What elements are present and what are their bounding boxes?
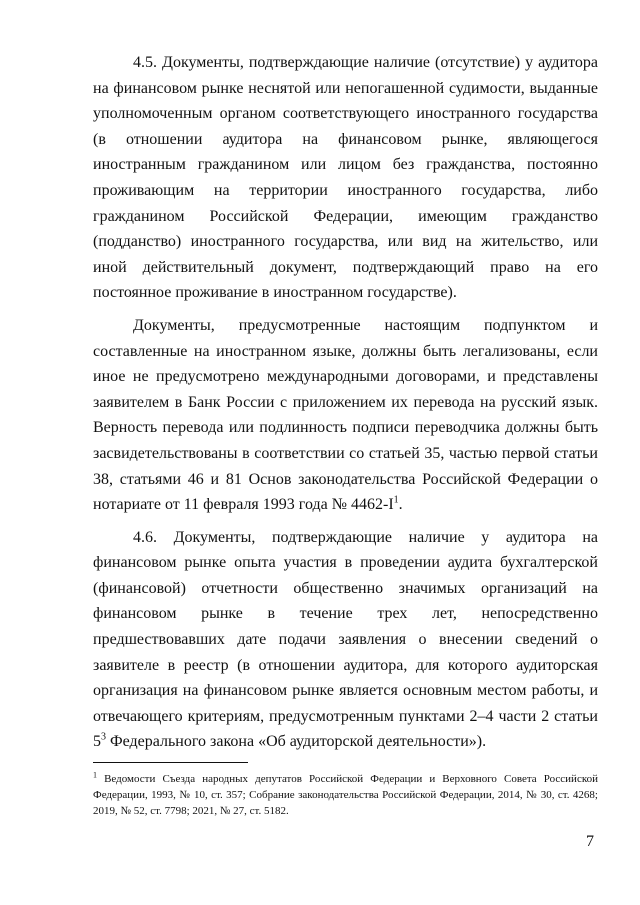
paragraph-legalization xyxy=(93,313,598,518)
article-superscript: 3 xyxy=(101,732,106,744)
paragraph-legalization-text: Документы, предусмотренные настоящим подпунктом и составленные на иностранном языке, должны быть легализованы, если иное не предусмотрено международными договорами, и представлены заявителем в Банк России с приложением их перевода на русский язык. Верность перевода или подлинность подписи переводчика должны быть засвидетельствованы в соответствии со статьей 35, частью первой статьи 38, статьями 46 и 81 Основ законодательства Российской Федерации о нотариате от 11 февраля 1993 года № 4462-I xyxy=(93,316,598,514)
paragraph-4-6-tail: Федерального закона «Об аудиторской деятельности»). xyxy=(106,733,487,751)
footnote-separator xyxy=(93,762,248,763)
paragraph-4-5-text: 4.5. Документы, подтверждающие наличие (отсутствие) у аудитора на финансовом рынке неснятой или непогашенной судимости, выданные уполномоченным органом соответствующего иностранного государства (в отношении аудитора на финансовом рынке, являющегося иностранным гражданином или лицом без гражданства, постоянно проживающим на территории иностранного государства, либо гражданином Российской Федерации, имеющим гражданство (подданство) иностранного государства, или вид на жительство, или иной действительный документ, подтверждающий право на его постоянное проживание в иностранном государстве). xyxy=(93,54,598,302)
footnote-text: Ведомости Съезда народных депутатов Российской Федерации и Верховного Совета Российской Федерации, 1993, № 10, ст. 357; Собрание законодательства Российской Федерации, 2014, № 30, ст. 4268; 2019, № 52, ст. 7798; 2021, № 27, ст. 5182. xyxy=(93,773,598,817)
paragraph-4-6 xyxy=(93,525,598,755)
paragraph-4-6-text: 4.6. Документы, подтверждающие наличие у аудитора на финансовом рынке опыта участия в проведении аудита бухгалтерской (финансовой) отчетности общественно значимых организаций на финансовом рынке в течение трех лет, непосредственно предшествовавших дате подачи заявления о внесении сведений о заявителе в реестр (в отношении аудитора, для которого аудиторская организация на финансовом рынке является основным местом работы, и отвечающего критериям, предусмотренным пунктами 2–4 части 2 статьи 5 xyxy=(93,528,598,751)
footnote xyxy=(93,771,598,819)
footnote-reference: 1 xyxy=(393,494,399,506)
footnote-mark: 1 xyxy=(93,770,97,780)
paragraph-legalization-tail: . xyxy=(398,496,403,514)
page-number: 7 xyxy=(586,833,594,850)
paragraph-4-5 xyxy=(93,50,598,306)
document-body xyxy=(93,50,598,755)
